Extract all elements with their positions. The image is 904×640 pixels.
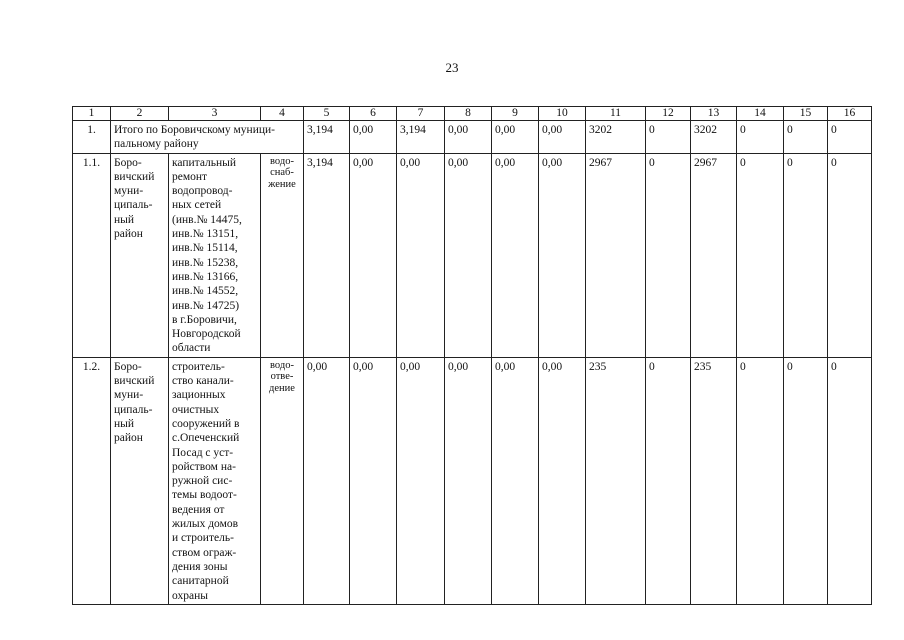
cell-line: ципаль-: [114, 199, 153, 212]
cell-line: инв.№ 14725): [172, 299, 240, 312]
column-number-12: 12: [646, 107, 691, 121]
cell-line: ство канали-: [172, 375, 234, 388]
row-number: 1.2.: [73, 357, 111, 604]
object-description-cell: [169, 153, 261, 357]
column-number-9: 9: [492, 107, 539, 121]
value-cell: 0: [828, 121, 872, 154]
cell-line: области: [172, 342, 211, 355]
value-cell: 0: [737, 153, 784, 357]
cell-line: водопровод-: [172, 185, 233, 198]
value-cell: 0,00: [445, 153, 492, 357]
value-cell: 0,00: [445, 357, 492, 604]
column-number-4: 4: [261, 107, 304, 121]
cell-line: (инв.№ 14475,: [172, 213, 242, 226]
cell-line: ройством на-: [172, 460, 236, 473]
value-cell: 3,194: [304, 153, 350, 357]
cell-line: очистных: [172, 403, 220, 416]
cell-line: район: [114, 228, 143, 241]
row-number: 1.: [73, 121, 111, 154]
cell-line: ный: [114, 417, 135, 430]
column-number-3: 3: [169, 107, 261, 121]
column-number-13: 13: [691, 107, 737, 121]
value-cell: 0: [784, 357, 828, 604]
cell-line: с.Опеченский: [172, 432, 240, 445]
value-cell: 0: [737, 121, 784, 154]
service-type-cell: [261, 153, 304, 357]
value-cell: 235: [586, 357, 646, 604]
cell-line: водо-: [270, 359, 294, 371]
cell-line: инв.№ 15238,: [172, 256, 239, 269]
value-cell: 235: [691, 357, 737, 604]
cell-line: вичский: [114, 375, 155, 388]
value-cell: 0: [784, 153, 828, 357]
cell-line: вичский: [114, 170, 155, 183]
cell-line: ных сетей: [172, 199, 222, 212]
cell-line: муни-: [114, 185, 144, 198]
value-cell: 0: [784, 121, 828, 154]
value-cell: 0: [828, 153, 872, 357]
table-row: [73, 357, 872, 604]
page-number: 23: [445, 60, 459, 75]
cell-line: водо-: [270, 155, 294, 167]
column-number-5: 5: [304, 107, 350, 121]
value-cell: 2967: [586, 153, 646, 357]
investment-program-table: [72, 106, 872, 605]
cell-line: ный: [114, 213, 135, 226]
row-title: Итого по Боровичскому муници- пальному району: [111, 121, 304, 154]
cell-line: муни-: [114, 389, 144, 402]
value-cell: 3202: [691, 121, 737, 154]
column-number-2: 2: [111, 107, 169, 121]
cell-line: темы водоот-: [172, 489, 237, 502]
value-cell: 0,00: [350, 121, 397, 154]
cell-line: ципаль-: [114, 403, 153, 416]
value-cell: 0,00: [350, 153, 397, 357]
cell-line: снаб-: [270, 167, 294, 179]
value-cell: 0,00: [492, 357, 539, 604]
cell-line: сооружений в: [172, 417, 240, 430]
column-number-6: 6: [350, 107, 397, 121]
table-row: [73, 121, 872, 154]
column-number-row: [73, 107, 872, 121]
value-cell: 0,00: [304, 357, 350, 604]
value-cell: 0,00: [445, 121, 492, 154]
cell-line: жение: [268, 178, 296, 190]
cell-line: отве-: [270, 371, 294, 383]
value-cell: 0: [646, 153, 691, 357]
service-type-cell: [261, 357, 304, 604]
cell-line: инв.№ 15114,: [172, 242, 238, 255]
value-cell: 0,00: [492, 153, 539, 357]
column-number-7: 7: [397, 107, 445, 121]
value-cell: 2967: [691, 153, 737, 357]
cell-line: жилых домов: [172, 518, 239, 531]
value-cell: 0,00: [397, 153, 445, 357]
value-cell: 0,00: [492, 121, 539, 154]
cell-line: санитарной: [172, 575, 229, 588]
column-number-8: 8: [445, 107, 492, 121]
object-description-cell: [169, 357, 261, 604]
value-cell: 3202: [586, 121, 646, 154]
cell-line: инв.№ 13151,: [172, 228, 239, 241]
cell-line: капитальный: [172, 156, 237, 169]
row-number: 1.1.: [73, 153, 111, 357]
column-number-1: 1: [73, 107, 111, 121]
cell-line: охраны: [172, 589, 208, 602]
column-number-14: 14: [737, 107, 784, 121]
cell-line: Боро-: [114, 360, 142, 373]
cell-line: ведения от: [172, 503, 225, 516]
value-cell: 0: [828, 357, 872, 604]
cell-line: инв.№ 13166,: [172, 270, 239, 283]
municipality-cell: [111, 153, 169, 357]
municipality-cell: [111, 357, 169, 604]
cell-line: ремонт: [172, 170, 208, 183]
value-cell: 0,00: [397, 357, 445, 604]
value-cell: 0: [646, 357, 691, 604]
column-number-10: 10: [539, 107, 586, 121]
column-number-11: 11: [586, 107, 646, 121]
cell-line: район: [114, 432, 143, 445]
cell-line: Посад с уст-: [172, 446, 234, 459]
cell-line: дение: [269, 382, 295, 394]
column-number-16: 16: [828, 107, 872, 121]
cell-line: строитель-: [172, 360, 225, 373]
cell-line: Новгородской: [172, 328, 241, 341]
value-cell: 3,194: [304, 121, 350, 154]
table-row: [73, 153, 872, 357]
cell-line: в г.Боровичи,: [172, 313, 237, 326]
value-cell: 0,00: [539, 357, 586, 604]
value-cell: 0: [646, 121, 691, 154]
cell-line: зационных: [172, 389, 226, 402]
cell-line: Боро-: [114, 156, 142, 169]
value-cell: 0,00: [350, 357, 397, 604]
cell-line: инв.№ 14552,: [172, 285, 239, 298]
cell-line: ством ограж-: [172, 546, 237, 559]
cell-line: и строитель-: [172, 532, 234, 545]
cell-line: дения зоны: [172, 560, 228, 573]
value-cell: 3,194: [397, 121, 445, 154]
value-cell: 0: [737, 357, 784, 604]
cell-line: ружной сис-: [172, 475, 233, 488]
value-cell: 0,00: [539, 153, 586, 357]
value-cell: 0,00: [539, 121, 586, 154]
column-number-15: 15: [784, 107, 828, 121]
